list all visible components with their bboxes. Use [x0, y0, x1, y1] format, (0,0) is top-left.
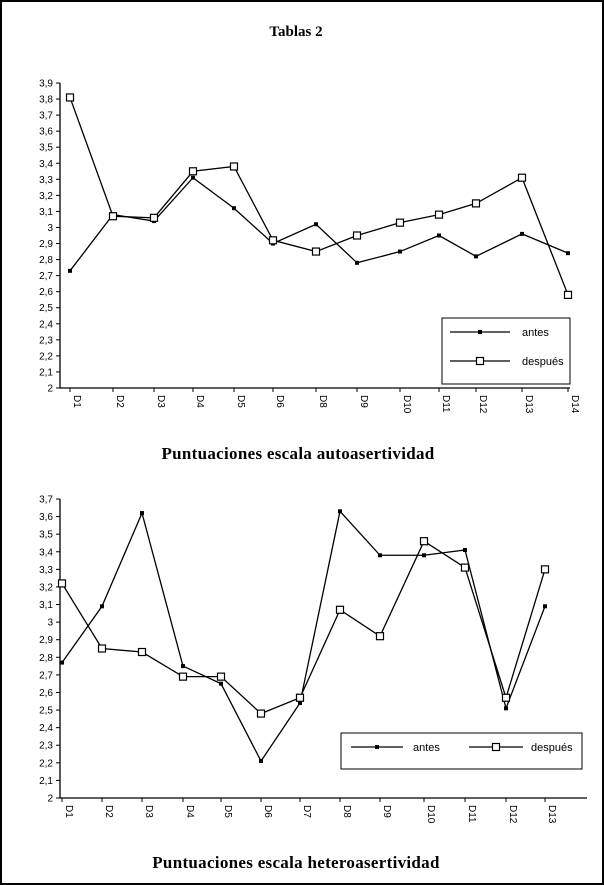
y-tick-label: 2,7: [39, 271, 53, 283]
legend-marker-despues: [477, 358, 484, 365]
x-tick-label: D10: [425, 805, 436, 824]
x-tick-label: D6: [262, 805, 273, 818]
legend-label: después: [531, 742, 573, 754]
y-tick-label: 2,8: [39, 652, 53, 664]
data-point-antes: [566, 251, 570, 255]
data-point-despues: [313, 248, 320, 255]
x-tick-label: D2: [103, 805, 114, 818]
data-point-antes: [463, 548, 467, 552]
chart-title: Puntuaciones escala autoasertividad: [161, 444, 435, 463]
legend-label: antes: [413, 742, 440, 754]
data-point-antes: [100, 604, 104, 608]
data-point-antes: [314, 222, 318, 226]
y-tick-label: 3,6: [39, 512, 53, 524]
series-line-antes: [70, 178, 568, 271]
data-point-antes: [68, 269, 72, 273]
data-point-despues: [139, 649, 146, 656]
y-tick-label: 2,5: [39, 303, 53, 315]
series-line-despues: [70, 97, 568, 294]
legend-marker-antes: [375, 745, 379, 749]
y-tick-label: 3,9: [39, 78, 53, 90]
data-point-despues: [180, 673, 187, 680]
x-tick-label: D13: [546, 805, 557, 824]
x-tick-label: D9: [381, 805, 392, 818]
x-tick-label: D3: [143, 805, 154, 818]
data-point-despues: [59, 580, 66, 587]
y-tick-label: 2,9: [39, 635, 53, 647]
y-tick-label: 3,3: [39, 564, 53, 576]
series-line-antes: [62, 511, 545, 761]
x-tick-label: D5: [222, 805, 233, 818]
x-tick-label: D13: [523, 395, 534, 414]
y-tick-label: 3: [47, 222, 53, 234]
x-tick-label: D14: [569, 395, 580, 414]
x-tick-label: D11: [466, 805, 477, 823]
data-point-antes: [219, 682, 223, 686]
data-point-despues: [397, 219, 404, 226]
x-tick-label: D8: [341, 805, 352, 818]
data-point-despues: [218, 673, 225, 680]
legend: [341, 733, 582, 769]
y-tick-label: 3,4: [39, 158, 53, 170]
data-point-despues: [297, 694, 304, 701]
y-tick-label: 3,6: [39, 126, 53, 138]
y-tick-label: 2,2: [39, 351, 53, 363]
legend-box: [442, 318, 570, 384]
x-tick-label: D6: [274, 395, 285, 408]
y-tick-label: 3: [47, 617, 53, 629]
data-point-antes: [398, 250, 402, 254]
data-point-despues: [377, 633, 384, 640]
data-point-despues: [565, 291, 572, 298]
data-point-despues: [519, 174, 526, 181]
x-tick-label: D7: [301, 805, 312, 818]
data-point-antes: [437, 234, 441, 238]
y-tick-label: 2,3: [39, 335, 53, 347]
data-point-despues: [151, 214, 158, 221]
data-point-antes: [140, 511, 144, 515]
y-tick-label: 2,3: [39, 740, 53, 752]
data-point-despues: [354, 232, 361, 239]
y-tick-label: 3,2: [39, 582, 53, 594]
y-tick-label: 3,8: [39, 94, 53, 106]
x-tick-label: D11: [440, 395, 451, 413]
data-point-despues: [190, 168, 197, 175]
y-tick-label: 2,1: [39, 775, 53, 787]
data-point-antes: [60, 661, 64, 665]
y-tick-label: 2,6: [39, 687, 53, 699]
data-point-antes: [378, 553, 382, 557]
x-tick-label: D10: [401, 395, 412, 414]
y-tick-label: 2,2: [39, 758, 53, 770]
data-point-despues: [270, 237, 277, 244]
data-point-antes: [181, 664, 185, 668]
legend-label: después: [522, 356, 564, 368]
data-point-antes: [232, 206, 236, 210]
legend: [442, 318, 570, 384]
chart-heteroasertividad: [39, 495, 587, 873]
y-tick-label: 3,2: [39, 190, 53, 202]
y-tick-label: 3,5: [39, 142, 53, 154]
y-tick-label: 3,5: [39, 529, 53, 541]
chart-autoasertividad: [39, 79, 580, 464]
legend-marker-despues: [493, 744, 500, 751]
x-tick-label: D4: [184, 805, 195, 818]
data-point-despues: [337, 606, 344, 613]
y-tick-label: 3,3: [39, 174, 53, 186]
y-tick-label: 2: [47, 793, 53, 805]
data-point-despues: [462, 564, 469, 571]
data-point-despues: [99, 645, 106, 652]
data-point-despues: [110, 213, 117, 220]
y-tick-label: 3,7: [39, 494, 53, 506]
x-tick-label: D12: [477, 395, 488, 414]
data-point-despues: [421, 538, 428, 545]
x-tick-label: D2: [114, 395, 125, 408]
data-point-despues: [67, 94, 74, 101]
data-point-despues: [473, 200, 480, 207]
y-tick-label: 2,9: [39, 239, 53, 251]
x-tick-label: D9: [358, 395, 369, 408]
x-tick-label: D5: [235, 395, 246, 408]
y-tick-label: 2,1: [39, 367, 53, 379]
data-point-despues: [542, 566, 549, 573]
data-point-despues: [231, 163, 238, 170]
data-point-antes: [355, 261, 359, 265]
data-point-despues: [503, 694, 510, 701]
data-point-antes: [422, 553, 426, 557]
x-tick-label: D12: [507, 805, 518, 824]
x-tick-label: D1: [63, 805, 74, 818]
y-tick-label: 3,1: [39, 600, 53, 612]
x-tick-label: D8: [317, 395, 328, 408]
chart-title: Puntuaciones escala heteroasertividad: [152, 853, 440, 872]
y-tick-label: 3,4: [39, 547, 53, 559]
legend-label: antes: [522, 327, 549, 339]
legend-marker-antes: [478, 330, 482, 334]
y-tick-label: 2,5: [39, 705, 53, 717]
y-tick-label: 2,7: [39, 670, 53, 682]
data-point-antes: [474, 254, 478, 258]
y-tick-label: 3,7: [39, 110, 53, 122]
data-point-despues: [436, 211, 443, 218]
data-point-antes: [338, 509, 342, 513]
x-tick-label: D1: [71, 395, 82, 408]
x-tick-label: D4: [194, 395, 205, 408]
data-point-antes: [191, 176, 195, 180]
page-title: Tablas 2: [269, 24, 323, 40]
y-tick-label: 2,4: [39, 723, 53, 735]
data-point-antes: [543, 604, 547, 608]
y-tick-label: 2,8: [39, 255, 53, 267]
charts-figure: [2, 2, 602, 883]
y-tick-label: 2,4: [39, 319, 53, 331]
y-tick-label: 2,6: [39, 287, 53, 299]
x-tick-label: D3: [155, 395, 166, 408]
data-point-antes: [520, 232, 524, 236]
data-point-antes: [259, 759, 263, 763]
data-point-antes: [504, 706, 508, 710]
y-tick-label: 2: [47, 383, 53, 395]
data-point-despues: [258, 710, 265, 717]
y-tick-label: 3,1: [39, 206, 53, 218]
